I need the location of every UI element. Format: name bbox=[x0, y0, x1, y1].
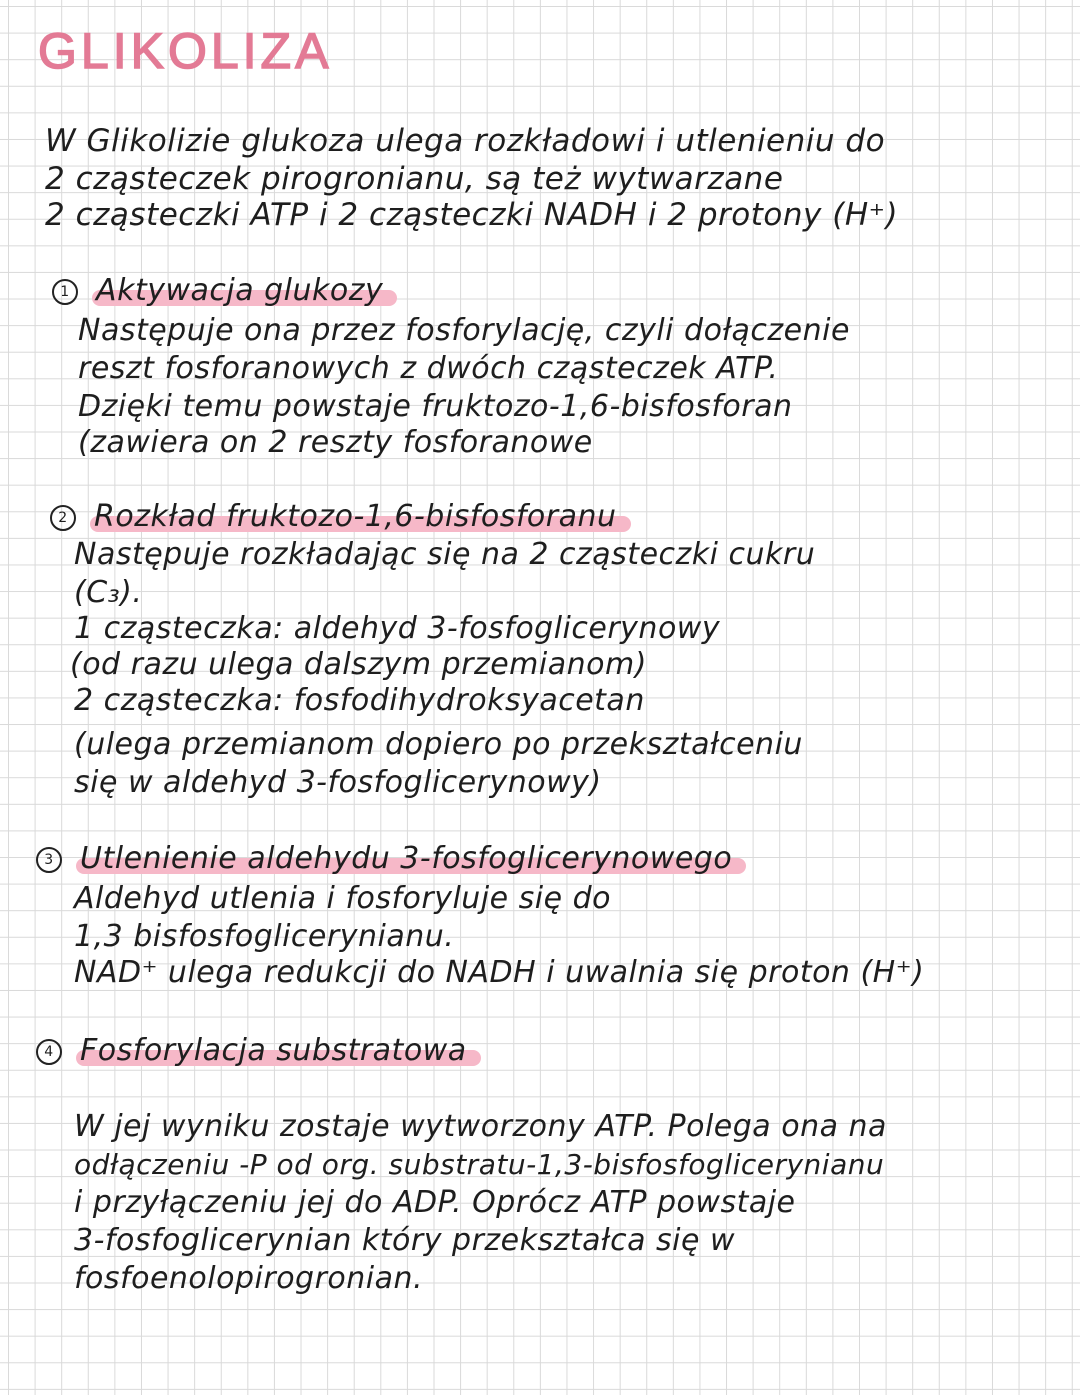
section-line: Dzięki temu powstaje fruktozo-1,6-bisfosforan bbox=[78, 389, 793, 424]
section-line: (zawiera on 2 reszty fosforanowe bbox=[78, 425, 593, 460]
intro-line: 2 cząsteczek pirogronianu, są też wytwarzane bbox=[45, 161, 784, 197]
section-line: 1,3 bisfosfoglicerynianu. bbox=[74, 919, 455, 954]
section-number-badge: 3 bbox=[36, 847, 62, 873]
section-line: fosfoenolopirogronian. bbox=[74, 1261, 424, 1296]
section-line: Aldehyd utlenia i fosforyluje się do bbox=[74, 881, 611, 916]
section-line: 1 cząsteczka: aldehyd 3-fosfoglicerynowy bbox=[74, 611, 721, 646]
section-line: (C₃). bbox=[74, 575, 143, 610]
section-line: 3-fosfoglicerynian który przekształca się w bbox=[74, 1223, 736, 1258]
section-heading-text: Fosforylacja substratowa bbox=[76, 1034, 471, 1068]
section-line: 2 cząsteczka: fosfodihydroksyacetan bbox=[74, 683, 645, 718]
section-line: (ulega przemianom dopiero po przekształceniu bbox=[74, 727, 803, 762]
intro-line: 2 cząsteczki ATP i 2 cząsteczki NADH i 2 protony (H⁺) bbox=[45, 197, 899, 233]
section-line: (od razu ulega dalszym przemianom) bbox=[70, 647, 647, 682]
section-line: i przyłączeniu jej do ADP. Oprócz ATP powstaje bbox=[74, 1185, 796, 1220]
page-title: GLIKOLIZA bbox=[38, 23, 333, 79]
section-line: Następuje ona przez fosforylację, czyli dołączenie bbox=[78, 313, 850, 348]
section-line: się w aldehyd 3-fosfoglicerynowy) bbox=[74, 765, 602, 800]
section-heading bbox=[36, 842, 736, 876]
section-heading bbox=[36, 1034, 471, 1068]
section-heading-text: Aktywacja glukozy bbox=[92, 274, 387, 308]
section-line: reszt fosforanowych z dwóch cząsteczek ATP. bbox=[78, 351, 779, 386]
section-heading bbox=[50, 500, 621, 534]
section-number-badge: 1 bbox=[52, 279, 78, 305]
section-line: odłączeniu -P od org. substratu-1,3-bisfosfoglicerynianu bbox=[74, 1148, 885, 1181]
section-number-badge: 2 bbox=[50, 505, 76, 531]
section-heading bbox=[52, 274, 387, 308]
intro-line: W Glikolizie glukoza ulega rozkładowi i utlenieniu do bbox=[45, 123, 886, 159]
section-number-badge: 4 bbox=[36, 1039, 62, 1065]
section-heading-text: Utlenienie aldehydu 3-fosfoglicerynowego bbox=[76, 842, 736, 876]
section-line: W jej wyniku zostaje wytworzony ATP. Polega ona na bbox=[74, 1109, 887, 1144]
section-line: Następuje rozkładając się na 2 cząsteczki cukru bbox=[74, 537, 816, 572]
section-line: NAD⁺ ulega redukcji do NADH i uwalnia się proton (H⁺) bbox=[74, 955, 925, 990]
section-heading-text: Rozkład fruktozo-1,6-bisfosforanu bbox=[90, 500, 620, 534]
